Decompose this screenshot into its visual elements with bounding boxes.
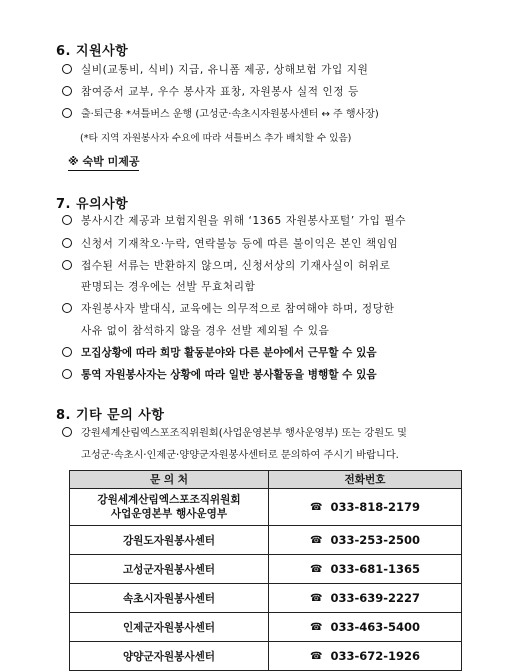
table-row — [70, 642, 462, 671]
no-lodging-notice: ※ 숙박 미제공 — [68, 153, 139, 171]
section-6-item-3: 출·퇴근용 *셔틀버스 운행 (고성군·속초시자원봉사센터 ↔ 주 행사장) — [62, 107, 379, 122]
org-cell: 인제군자원봉사센터 — [70, 613, 269, 642]
section-6-item-2: 참여증서 교부, 우수 봉사자 표창, 자원봉사 실적 인정 등 — [62, 85, 359, 100]
section-7-item-3: 접수된 서류는 반환하지 않으며, 신청서상의 기재사실이 허위로 — [62, 259, 390, 274]
telephone-icon: ☎ — [309, 622, 323, 633]
phone-cell: ☎ 033-253-2500 — [269, 526, 462, 555]
telephone-icon: ☎ — [309, 564, 323, 575]
circle-bullet-icon — [62, 347, 72, 357]
org-cell: 양양군자원봉사센터 — [70, 642, 269, 671]
telephone-icon: ☎ — [309, 651, 323, 662]
org-cell: 강원세계산림엑스포조직위원회 사업운영본부 행사운영부 — [70, 489, 269, 526]
phone-cell: ☎ 033-639-2227 — [269, 584, 462, 613]
section-8-item: 강원세계산림엑스포조직위원회(사업운영본부 행사운영부) 또는 강원도 및 — [62, 426, 407, 441]
header-contact: 문 의 처 — [70, 471, 269, 489]
header-phone: 전화번호 — [269, 471, 462, 489]
table-row — [70, 489, 462, 526]
phone-cell: ☎ 033-681-1365 — [269, 555, 462, 584]
table-row — [70, 613, 462, 642]
section-8-title: 8. 기타 문의 사항 — [56, 408, 165, 423]
table-row — [70, 526, 462, 555]
org-cell: 강원도자원봉사센터 — [70, 526, 269, 555]
circle-bullet-icon — [62, 86, 72, 96]
contact-table-header — [70, 471, 462, 489]
section-6-title: 6. 지원사항 — [56, 44, 129, 59]
section-7-item-4-cont: 사유 없이 참석하지 않을 경우 선발 제외될 수 있음 — [81, 325, 330, 337]
section-7-item-4: 자원봉사자 발대식, 교육에는 의무적으로 참여해야 하며, 정당한 — [62, 302, 394, 317]
section-6-item-1: 실비(교통비, 식비) 지급, 유니폼 제공, 상해보험 가입 지원 — [62, 63, 368, 78]
table-row — [70, 555, 462, 584]
circle-bullet-icon — [62, 108, 72, 118]
phone-cell: ☎ 033-463-5400 — [269, 613, 462, 642]
section-7-item-3-cont: 판명되는 경우에는 선발 무효처리함 — [81, 281, 256, 293]
section-7-item-6: 통역 자원봉사자는 상황에 따라 일반 봉사활동을 병행할 수 있음 — [62, 368, 377, 383]
circle-bullet-icon — [62, 215, 72, 225]
circle-bullet-icon — [62, 369, 72, 379]
circle-bullet-icon — [62, 427, 72, 437]
section-7-title: 7. 유의사항 — [56, 197, 129, 212]
contact-table — [69, 470, 462, 671]
table-row — [70, 584, 462, 613]
shuttle-note: (*타 지역 자원봉사자 수요에 따라 셔틀버스 추가 배치할 수 있음) — [80, 133, 352, 144]
telephone-icon: ☎ — [309, 535, 323, 546]
section-7-item-2: 신청서 기재착오·누락, 연락불능 등에 따른 불이익은 본인 책임임 — [62, 237, 398, 252]
section-7-item-5: 모집상황에 따라 희망 활동분야와 다른 분야에서 근무할 수 있음 — [62, 346, 377, 361]
org-cell: 속초시자원봉사센터 — [70, 584, 269, 613]
section-7-item-1: 봉사시간 제공과 보험지원을 위해 ‘1365 자원봉사포털’ 가입 필수 — [62, 214, 406, 229]
org-cell: 고성군자원봉사센터 — [70, 555, 269, 584]
telephone-icon: ☎ — [309, 593, 323, 604]
telephone-icon: ☎ — [309, 501, 323, 513]
circle-bullet-icon — [62, 238, 72, 248]
circle-bullet-icon — [62, 260, 72, 270]
section-8-item-cont: 고성군·속초시·인제군·양양군자원봉사센터로 문의하여 주시기 바랍니다. — [81, 450, 399, 461]
circle-bullet-icon — [62, 64, 72, 74]
phone-cell: ☎ 033-818-2179 — [269, 489, 462, 526]
circle-bullet-icon — [62, 303, 72, 313]
phone-cell: ☎ 033-672-1926 — [269, 642, 462, 671]
